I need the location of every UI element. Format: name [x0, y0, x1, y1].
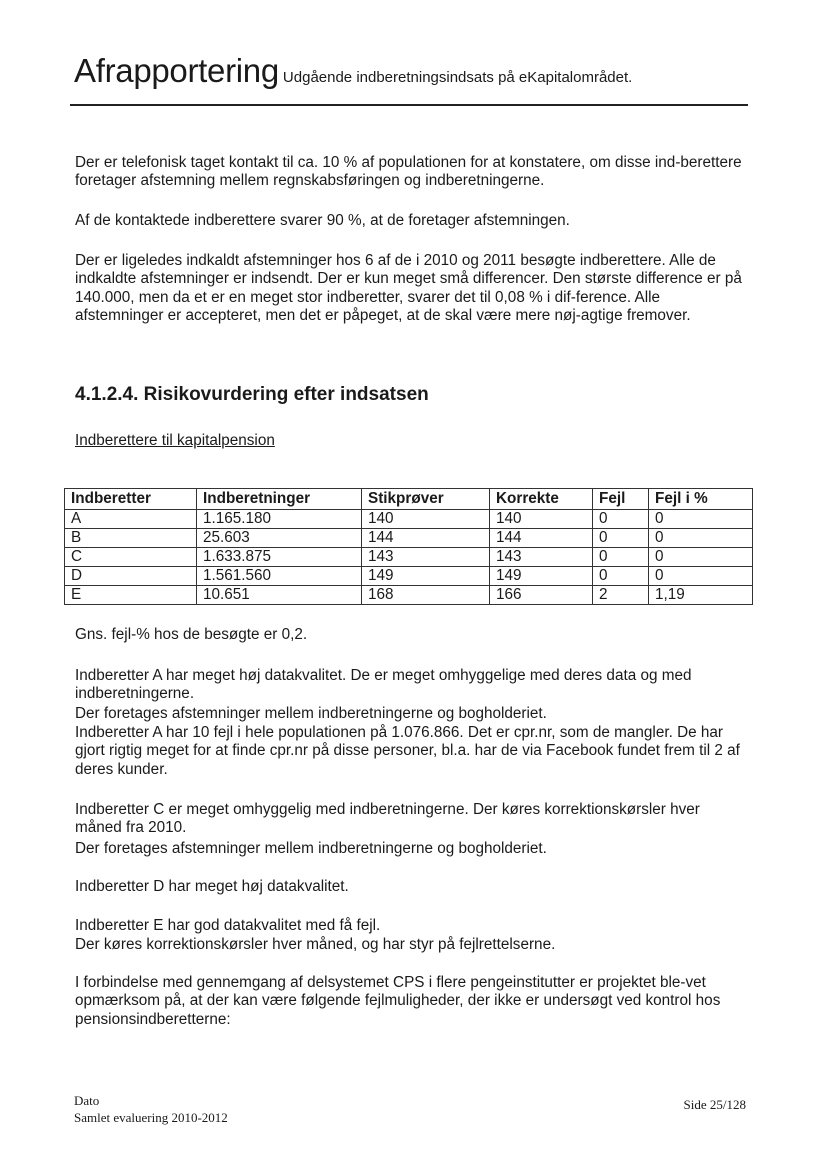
table-cell: 0	[593, 529, 649, 548]
table-cell: 143	[362, 548, 490, 567]
paragraph: Indberetter D har meget høj datakvalitet.	[75, 878, 349, 895]
paragraph: Indberetter E har god datakvalitet med få fejl.	[75, 917, 381, 934]
footer-doc-title: Samlet evaluering 2010-2012	[74, 1110, 228, 1125]
paragraph: Der foretages afstemninger mellem indberetningerne og bogholderiet.	[75, 705, 547, 722]
header-rule	[70, 104, 748, 106]
table-cell: 2	[593, 586, 649, 605]
table-header-row	[65, 489, 753, 510]
column-header: Fejl i %	[649, 489, 753, 510]
paragraph: Af de kontaktede indberettere svarer 90 %, at de foretager afstemningen.	[75, 212, 570, 229]
table-cell: 0	[649, 567, 753, 586]
column-header: Indberetninger	[197, 489, 362, 510]
table-cell: 168	[362, 586, 490, 605]
data-table	[64, 488, 753, 605]
table-cell: 0	[649, 510, 753, 529]
footer-page-number: Side 25/128	[683, 1097, 746, 1112]
table-cell: 144	[490, 529, 593, 548]
table-cell: 1,19	[649, 586, 753, 605]
table-cell: 1.633.875	[197, 548, 362, 567]
table-cell: 140	[490, 510, 593, 529]
table-cell: A	[65, 510, 197, 529]
section-subheading: Indberettere til kapitalpension	[75, 432, 275, 449]
paragraph: Indberetter A har 10 fejl i hele populationen på 1.076.866. Det er cpr.nr, som de mangler. De har gjort rigtig meget for at finde cpr.nr på disse personer, bl.a. har de via Facebook fundet frem til 2 af deres kunder.	[75, 724, 740, 778]
table-cell: 0	[649, 529, 753, 548]
paragraph: Der køres korrektionskørsler hver måned, og har styr på fejlrettelserne.	[75, 936, 556, 953]
table-cell: 0	[593, 567, 649, 586]
paragraph: Indberetter C er meget omhyggelig med indberetningerne. Der køres korrektionskørsler hver måned fra 2010.	[75, 801, 700, 837]
table-cell: 0	[593, 510, 649, 529]
table-cell: B	[65, 529, 197, 548]
table-cell: 140	[362, 510, 490, 529]
header-title: Afrapportering	[74, 52, 279, 89]
column-header: Fejl	[593, 489, 649, 510]
table-cell: 1.561.560	[197, 567, 362, 586]
paragraph: Der er ligeledes indkaldt afstemninger hos 6 af de i 2010 og 2011 besøgte indberettere. Alle de indkaldte afstemninger er indsendt. Der er kun meget små differencer. Den største difference er på 140.000, men da et er en meget stor indberetter, svarer det til 0,08 % i dif-ference. Alle afstemninger er accepteret, men det er påpeget, at de skal være mere nøj-agtige fremover.	[75, 252, 742, 325]
table-cell: D	[65, 567, 197, 586]
table-row	[65, 510, 753, 529]
section-heading: 4.1.2.4. Risikovurdering efter indsatsen	[75, 384, 429, 405]
table-cell: 166	[490, 586, 593, 605]
table-cell: 0	[649, 548, 753, 567]
column-header: Korrekte	[490, 489, 593, 510]
footer-date-label: Dato	[74, 1093, 100, 1108]
table-cell: 10.651	[197, 586, 362, 605]
table-cell: 149	[362, 567, 490, 586]
table-cell: 143	[490, 548, 593, 567]
header-subtitle: Udgående indberetningsindsats på eKapitalområdet.	[282, 69, 633, 86]
table-cell: 144	[362, 529, 490, 548]
table-row	[65, 586, 753, 605]
column-header: Stikprøver	[362, 489, 490, 510]
paragraph: Indberetter A har meget høj datakvalitet. De er meget omhyggelige med deres data og med indberetningerne.	[75, 667, 692, 703]
table-row	[65, 529, 753, 548]
paragraph: Der foretages afstemninger mellem indberetningerne og bogholderiet.	[75, 840, 547, 857]
table-cell: 25.603	[197, 529, 362, 548]
table-cell: 149	[490, 567, 593, 586]
paragraph: I forbindelse med gennemgang af delsystemet CPS i flere pengeinstitutter er projektet ble-vet opmærksom på, at der kan være følgende fejlmuligheder, der ikke er undersøgt ved kontrol hos pensionsindberetterne:	[75, 974, 721, 1028]
table-row	[65, 567, 753, 586]
column-header: Indberetter	[65, 489, 197, 510]
page-header	[74, 52, 632, 90]
footer-left	[74, 1092, 228, 1126]
table-cell: E	[65, 586, 197, 605]
table-cell: 0	[593, 548, 649, 567]
table-cell: C	[65, 548, 197, 567]
paragraph: Gns. fejl-% hos de besøgte er 0,2.	[75, 626, 308, 643]
paragraph: Der er telefonisk taget kontakt til ca. 10 % af populationen for at konstatere, om disse ind-berettere foretager afstemning mellem regnskabsføringen og indberetningerne.	[75, 154, 742, 190]
table-row	[65, 548, 753, 567]
table-cell: 1.165.180	[197, 510, 362, 529]
